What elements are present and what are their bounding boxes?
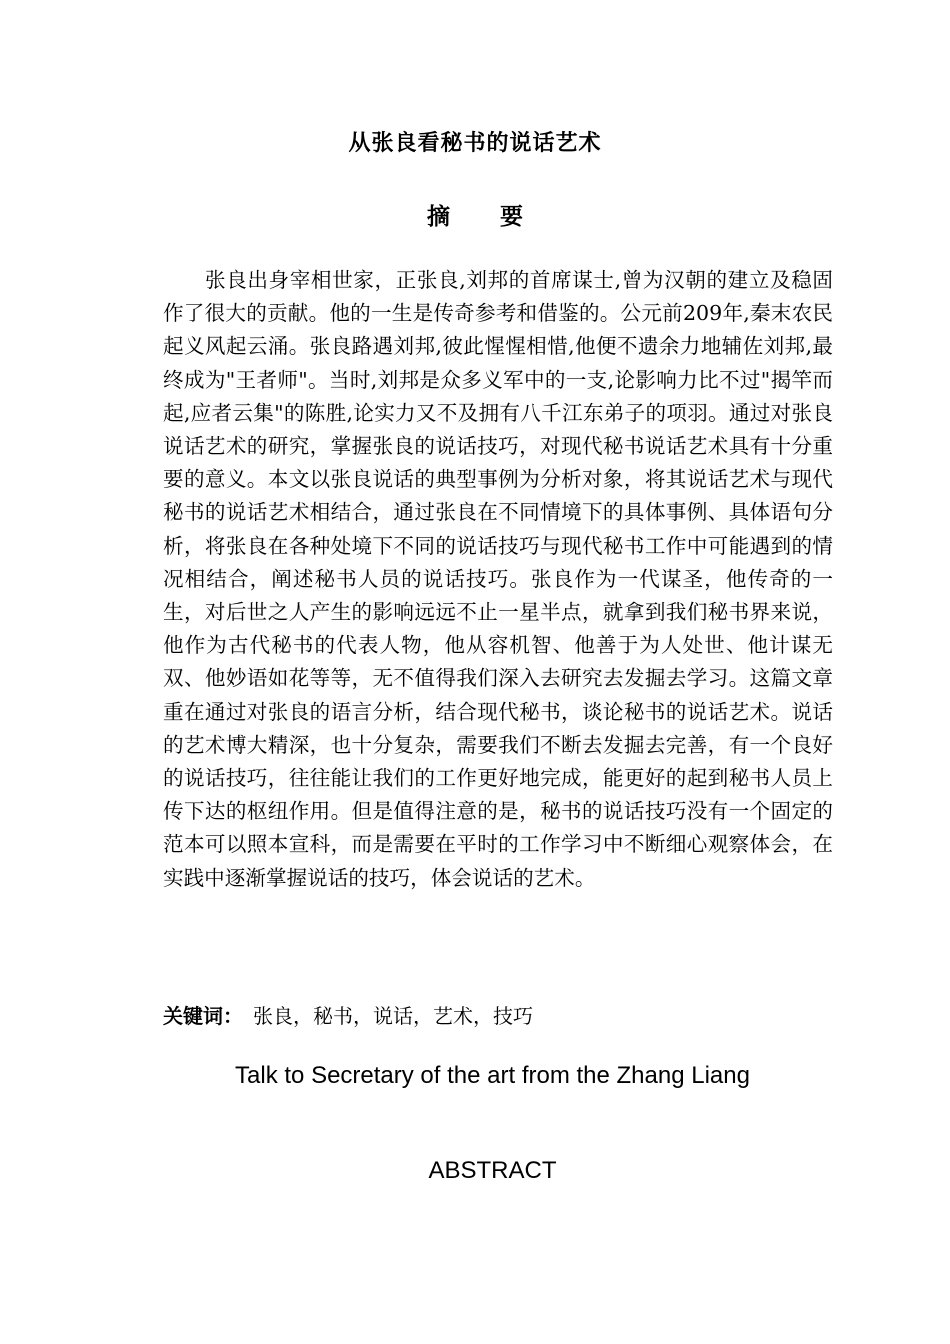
abstract-heading-char-2: 要 [500, 204, 523, 230]
abstract-heading-char-1: 摘 [426, 204, 450, 230]
keywords-label: 关键词： [163, 1004, 243, 1028]
document-title-cn: 从张良看秘书的说话艺术 [348, 131, 602, 156]
keywords-line [163, 1000, 843, 1033]
abstract-heading-cn [0, 200, 950, 234]
abstract-heading-en: ABSTRACT [428, 1157, 557, 1184]
abstract-paragraph: 张良出身宰相世家，正张良,刘邦的首席谋士,曾为汉朝的建立及稳固作了很大的贡献。他的一生是传奇参考和借鉴的。公元前209年,秦末农民起义风起云涌。张良路遇刘邦,彼此惺惺相惜,他便不遗余力地辅佐刘邦,最终成为"王者师"。当时,刘邦是众多义军中的一支,论影响力比不过"揭竿而起,应者云集"的陈胜,论实力又不及拥有八千江东弟子的项羽。通过对张良说话艺术的研究，掌握张良的说话技巧，对现代秘书说话艺术具有十分重要的意义。本文以张良说话的典型事例为分析对象，将其说话艺术与现代秘书的说话艺术相结合，通过张良在不同情境下的具体事例、具体语句分析，将张良在各种处境下不同的说话技巧与现代秘书工作中可能遇到的情况相结合，阐述秘书人员的说话技巧。张良作为一代谋圣，他传奇的一生，对后世之人产生的影响远远不止一星半点，就拿到我们秘书界来说，他作为古代秘书的代表人物，他从容机智、他善于为人处世、他计谋无双、他妙语如花等等，无不值得我们深入去研究去发掘去学习。这篇文章重在通过对张良的语言分析，结合现代秘书，谈论秘书的说话艺术。说话的艺术博大精深，也十分复杂，需要我们不断去发掘去完善，有一个良好的说话技巧，往往能让我们的工作更好地完成，能更好的起到秘书人员上传下达的枢纽作用。但是值得注意的是，秘书的说话技巧没有一个固定的范本可以照本宣科，而是需要在平时的工作学习中不断细心观察体会，在实践中逐渐掌握说话的技巧，体会说话的艺术。 [163, 268, 833, 890]
keywords-values: 张良，秘书，说话，艺术，技巧 [253, 1004, 533, 1028]
document-title-en: Talk to Secretary of the art from the Zhang Liang [235, 1062, 750, 1089]
